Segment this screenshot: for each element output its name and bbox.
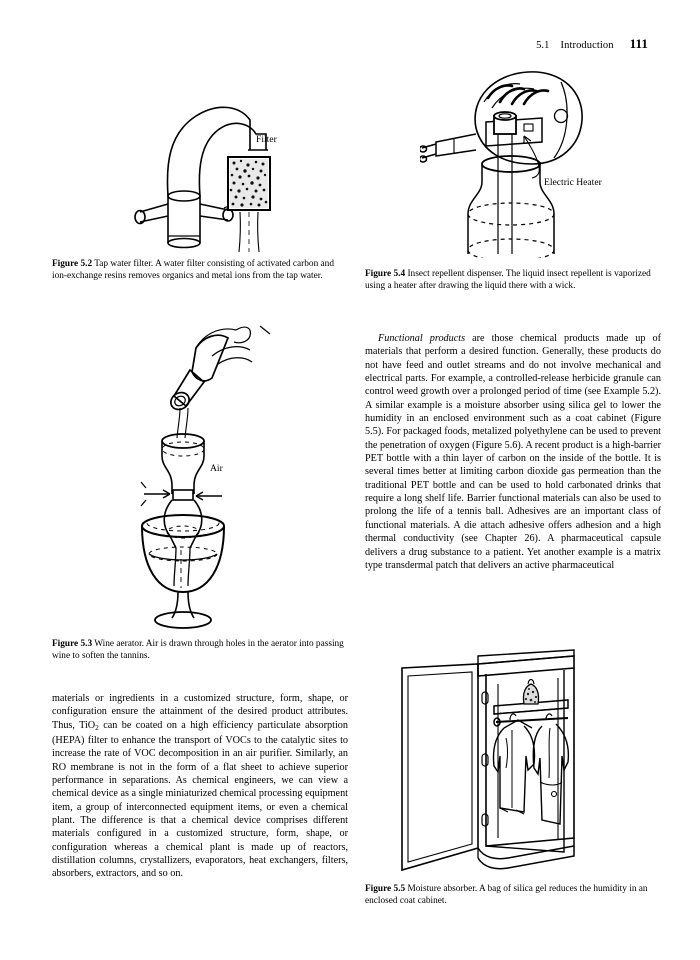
figure-5-4-caption bbox=[365, 268, 661, 292]
figure-5-2-caption-label: Figure 5.2 bbox=[52, 259, 93, 269]
figure-5-5-caption bbox=[365, 883, 661, 907]
figure-5-4-illustration bbox=[420, 58, 655, 258]
figure-5-4-caption-label: Figure 5.4 bbox=[365, 269, 406, 279]
right-column-paragraph: are those chemical products made up of materials that perform a desired function. Generally, these products do not have feed and outlet streams and do not involve mechanical and electrical parts. For example, a controlled-release herbicide granule can control weed growth over a prolonged period of time (see Example 5.2). A similar example is a moisture absorber using silica gel to lower the humidity in an enclosed environment such as a coat cabinet (Figure 5.5). For packaged foods, metalized polyethylene can be used to prevent the penetration of oxygen (Figure 5.6). A recent product is a high-barrier PET bottle with a thin layer of carbon on the inside of the bottle. It is several times better at limiting carbon dioxide gas permeation than the traditional PET bottle and can be used to hold carbonated drinks that require a long shelf life. Barrier functional materials can also be used to prolong the life of a tennis ball. Adhesives are an important class of functional materials. A die attach adhesive offers adhesion and a high thermal conductivity (see Chapter 26). A pharmaceutical capsule delivers a drug substance to a patient. Yet another example is a matrix type transdermal patch that delivers an active pharmaceutical bbox=[365, 333, 661, 571]
figure-5-3-caption-label: Figure 5.3 bbox=[52, 639, 93, 649]
figure-5-3-callout-label: Air bbox=[210, 463, 223, 474]
tio2-subscript: 2 bbox=[95, 722, 99, 732]
running-head-section-title: Introduction bbox=[560, 40, 614, 51]
figure-5-2-caption bbox=[52, 258, 348, 282]
left-column-paragraph-part2: can be coated on a high efficiency particulate absorption (HEPA) filter to enhance the transport of VOCs to the catalytic sites to increase the rate of VOC decomposition in an air purifier. Similarly, an RO membrane is not in the form of a flat sheet to achieve superior performance in separations. As chemical engineers, we can view a chemical device as a single miniaturized chemical processing equipment item, a group of interconnected equipment items, or even a chemical plant. The difference is that a chemical device comprises different materials configured in a customized structure, form, shape, or configuration whereas a chemical plant is made up of reactors, distillation columns, crystallizers, evaporators, heat exchangers, filters, absorbers, extractors, and so on. bbox=[52, 719, 348, 880]
figure-5-2-caption-text: Tap water filter. A water filter consisting of activated carbon and ion-exchange resins removes organics and metal ions from the tap water. bbox=[52, 259, 334, 282]
figure-5-3-caption bbox=[52, 638, 348, 662]
figure-5-3-caption-text: Wine aerator. Air is drawn through holes in the aerator into passing wine to soften the tannins. bbox=[52, 639, 344, 662]
running-head bbox=[536, 36, 648, 52]
left-column-body-text bbox=[52, 692, 348, 881]
left-column-paragraph-part1: materials or ingredients in a customized structure, form, shape, or configuration ensure the attainment of the desired product attributes. Thus, TiO bbox=[52, 693, 348, 731]
running-head-section-number: 5.1 bbox=[536, 40, 550, 51]
figure-5-4-callout-label: Electric Heater bbox=[544, 177, 602, 188]
figure-5-5-illustration bbox=[392, 648, 580, 876]
figure-5-2-callout-label: Filter bbox=[256, 134, 277, 145]
right-column-body-text bbox=[365, 332, 661, 572]
figure-5-5-caption-label: Figure 5.5 bbox=[365, 884, 406, 894]
figure-5-2-illustration bbox=[100, 58, 320, 253]
figure-5-4-caption-text: Insect repellent dispenser. The liquid insect repellent is vaporized using a heater after drawing the liquid there with a wick. bbox=[365, 269, 651, 292]
functional-products-term: Functional products bbox=[378, 333, 466, 344]
page-number: 111 bbox=[629, 36, 648, 51]
figure-5-5-caption-text: Moisture absorber. A bag of silica gel reduces the humidity in an enclosed coat cabinet. bbox=[365, 884, 648, 907]
figure-5-3-illustration bbox=[100, 320, 320, 632]
